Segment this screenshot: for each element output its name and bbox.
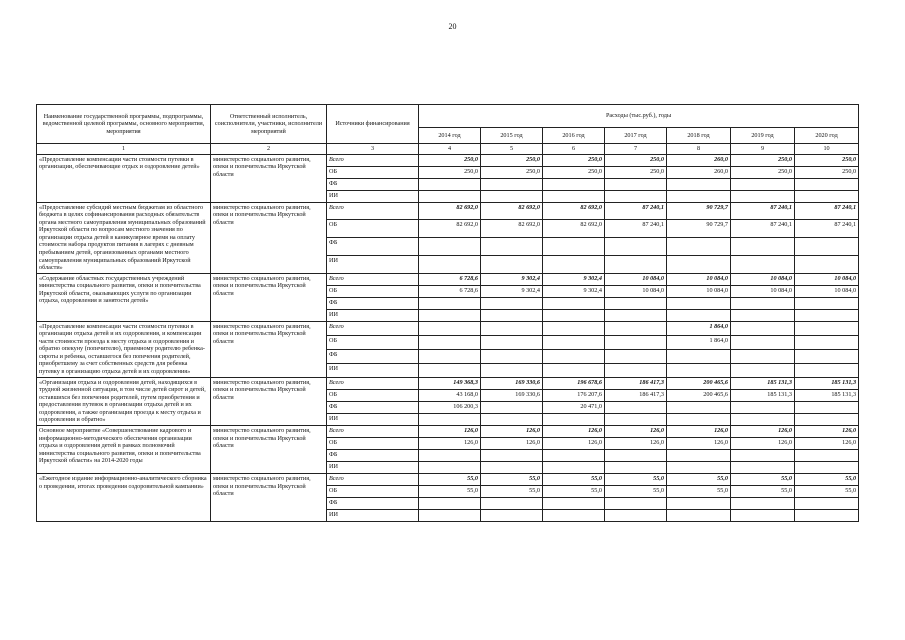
expense-value <box>731 190 795 202</box>
year-header: 2019 год <box>731 128 795 144</box>
program-name: «Содержание областных государственных учреждений министерства социального развития, опеки и попечительства Иркутской области, оказывающих услуги по организации отдыха, оздоровления и занятости детей» <box>37 273 211 321</box>
expense-value: 9 302,4 <box>481 273 543 285</box>
column-number: 2 <box>211 144 327 155</box>
funding-source: ФБ <box>327 449 419 461</box>
expense-value <box>731 321 795 335</box>
expense-value <box>543 461 605 473</box>
expense-value: 250,0 <box>731 166 795 178</box>
funding-source: ФБ <box>327 349 419 363</box>
expense-value <box>795 297 859 309</box>
expense-value <box>605 497 667 509</box>
expense-value <box>481 449 543 461</box>
expense-value <box>543 321 605 335</box>
expense-value: 10 084,0 <box>605 273 667 285</box>
year-header: 2018 год <box>667 128 731 144</box>
expense-value <box>795 363 859 377</box>
funding-source: Всего <box>327 202 419 220</box>
expense-value <box>543 190 605 202</box>
funding-source: ФБ <box>327 297 419 309</box>
expense-value: 200 465,6 <box>667 389 731 401</box>
expense-value <box>605 297 667 309</box>
expense-value <box>543 497 605 509</box>
column-number: 6 <box>543 144 605 155</box>
expense-value: 250,0 <box>543 166 605 178</box>
funding-source: Всего <box>327 273 419 285</box>
expense-value: 82 692,0 <box>543 202 605 220</box>
expense-value: 55,0 <box>543 473 605 485</box>
expense-value: 82 692,0 <box>481 220 543 238</box>
expense-value: 250,0 <box>605 166 667 178</box>
expense-value <box>481 497 543 509</box>
executor-name: министерство социального развития, опеки и попечительства Иркутской области <box>211 377 327 425</box>
expense-value <box>419 349 481 363</box>
executor-name: министерство социального развития, опеки и попечительства Иркутской области <box>211 425 327 473</box>
table-row-total <box>37 273 859 285</box>
expense-value <box>481 509 543 521</box>
expense-value: 6 728,6 <box>419 273 481 285</box>
expense-value <box>419 461 481 473</box>
expense-value <box>667 238 731 256</box>
expense-value <box>481 238 543 256</box>
expense-value <box>795 335 859 349</box>
expense-value <box>667 461 731 473</box>
expense-value: 10 084,0 <box>795 273 859 285</box>
expense-value: 1 864,0 <box>667 321 731 335</box>
expense-value <box>481 461 543 473</box>
expense-value <box>605 401 667 413</box>
program-name: «Организация отдыха и оздоровления детей, находящихся в трудной жизненной ситуации, в том числе детей сирот и детей, оставшихся без попечения родителей, путем приобретения и предоставления путевок в организации отдыха детей и их оздоровления, а также организация проезда к месту отдыха и оздоровления и обратно» <box>37 377 211 425</box>
expense-value <box>481 190 543 202</box>
expense-value: 55,0 <box>667 473 731 485</box>
expense-value <box>667 349 731 363</box>
funding-source: Всего <box>327 377 419 389</box>
expense-value <box>667 413 731 425</box>
expense-value <box>731 497 795 509</box>
expense-value: 55,0 <box>795 473 859 485</box>
expense-value <box>605 461 667 473</box>
funding-source: ИИ <box>327 255 419 273</box>
expense-value <box>543 509 605 521</box>
expense-value: 55,0 <box>481 485 543 497</box>
expense-value: 10 084,0 <box>795 285 859 297</box>
expense-value: 250,0 <box>419 166 481 178</box>
expense-value <box>795 309 859 321</box>
expense-value <box>731 449 795 461</box>
expense-value: 87 240,1 <box>605 220 667 238</box>
expense-value: 250,0 <box>795 154 859 166</box>
expense-value: 55,0 <box>731 485 795 497</box>
table-row-total <box>37 377 859 389</box>
expense-value: 126,0 <box>481 437 543 449</box>
funding-source: Всего <box>327 154 419 166</box>
expense-value <box>543 349 605 363</box>
expense-value <box>605 190 667 202</box>
expense-value <box>481 321 543 335</box>
funding-source: ИИ <box>327 309 419 321</box>
year-header: 2014 год <box>419 128 481 144</box>
expense-value <box>419 255 481 273</box>
expense-value: 87 240,1 <box>731 220 795 238</box>
expense-value <box>481 401 543 413</box>
expenses-header: Расходы (тыс.руб.), годы <box>419 105 859 128</box>
funding-source: ФБ <box>327 497 419 509</box>
expense-value <box>605 321 667 335</box>
funding-source: ОБ <box>327 285 419 297</box>
expense-value <box>795 238 859 256</box>
funding-source: ФБ <box>327 178 419 190</box>
column-number: 7 <box>605 144 667 155</box>
expense-value <box>667 297 731 309</box>
expense-value <box>481 349 543 363</box>
expense-value <box>667 363 731 377</box>
expense-value: 9 302,4 <box>543 273 605 285</box>
expense-value <box>543 363 605 377</box>
expense-value: 250,0 <box>543 154 605 166</box>
expense-value <box>795 321 859 335</box>
expense-value <box>795 349 859 363</box>
expense-value <box>605 449 667 461</box>
expense-value <box>605 349 667 363</box>
expense-value: 87 240,1 <box>605 202 667 220</box>
expense-value: 176 207,6 <box>543 389 605 401</box>
expense-value <box>667 401 731 413</box>
expense-value: 82 692,0 <box>419 202 481 220</box>
expense-value: 82 692,0 <box>481 202 543 220</box>
expense-value: 250,0 <box>481 166 543 178</box>
expense-value <box>481 255 543 273</box>
page-number: 20 <box>448 22 457 31</box>
program-name: «Предоставление компенсации части стоимости путевки в организации, обеспечивающие отдых и оздоровление детей» <box>37 154 211 202</box>
expense-value <box>605 309 667 321</box>
column-number: 10 <box>795 144 859 155</box>
expense-value: 126,0 <box>543 437 605 449</box>
expense-value <box>543 297 605 309</box>
expense-value <box>543 309 605 321</box>
executor-name: министерство социального развития, опеки и попечительства Иркутской области <box>211 473 327 521</box>
funding-source: ИИ <box>327 461 419 473</box>
expense-value <box>795 497 859 509</box>
column-number: 8 <box>667 144 731 155</box>
expense-value: 90 729,7 <box>667 202 731 220</box>
expense-value <box>419 335 481 349</box>
executor-name: министерство социального развития, опеки и попечительства Иркутской области <box>211 321 327 377</box>
expense-value: 196 678,6 <box>543 377 605 389</box>
expense-value: 126,0 <box>419 425 481 437</box>
funding-source: ФБ <box>327 238 419 256</box>
column-number: 1 <box>37 144 211 155</box>
program-header: Наименование государственной программы, подпрограммы, ведомственной целевой программы, основного мероприятия, мероприятия <box>37 105 211 144</box>
expense-value <box>605 238 667 256</box>
table-row-total <box>37 202 859 220</box>
expense-value <box>667 190 731 202</box>
funding-source: ИИ <box>327 363 419 377</box>
expense-value <box>481 309 543 321</box>
expense-value: 169 330,6 <box>481 389 543 401</box>
funding-source: ОБ <box>327 220 419 238</box>
executor-name: министерство социального развития, опеки и попечительства Иркутской области <box>211 273 327 321</box>
expense-value <box>667 255 731 273</box>
program-name: «Ежегодное издание информационно-аналитического сборника о проведении, итогах проведения оздоровительной кампании» <box>37 473 211 521</box>
expense-value <box>795 461 859 473</box>
expense-value <box>605 255 667 273</box>
year-header: 2015 год <box>481 128 543 144</box>
expense-value: 260,0 <box>667 154 731 166</box>
expense-value: 185 131,3 <box>795 389 859 401</box>
expense-value: 10 084,0 <box>667 285 731 297</box>
table-row-total <box>37 154 859 166</box>
expense-value: 250,0 <box>795 166 859 178</box>
funding-source: ИИ <box>327 413 419 425</box>
funding-source: ИИ <box>327 190 419 202</box>
expense-value <box>731 238 795 256</box>
expense-value: 126,0 <box>667 425 731 437</box>
expense-value: 10 084,0 <box>731 273 795 285</box>
expense-value: 43 168,0 <box>419 389 481 401</box>
expense-value: 55,0 <box>795 485 859 497</box>
expense-value <box>731 255 795 273</box>
expense-value: 55,0 <box>731 473 795 485</box>
expense-value <box>419 497 481 509</box>
expense-value: 106 200,3 <box>419 401 481 413</box>
expense-value <box>419 363 481 377</box>
expense-value: 9 302,4 <box>481 285 543 297</box>
expense-value: 149 368,3 <box>419 377 481 389</box>
column-numbers-row <box>37 144 859 155</box>
expense-value: 169 330,6 <box>481 377 543 389</box>
expense-value <box>419 309 481 321</box>
expense-value: 250,0 <box>481 154 543 166</box>
expense-value: 6 728,6 <box>419 285 481 297</box>
expense-value: 55,0 <box>605 485 667 497</box>
expense-value <box>543 335 605 349</box>
expense-value: 185 131,3 <box>731 377 795 389</box>
expense-value: 10 084,0 <box>605 285 667 297</box>
expense-value <box>667 309 731 321</box>
column-number: 4 <box>419 144 481 155</box>
table-row-total <box>37 425 859 437</box>
expense-value: 10 084,0 <box>667 273 731 285</box>
funding-source: ОБ <box>327 335 419 349</box>
year-header: 2016 год <box>543 128 605 144</box>
expense-value: 10 084,0 <box>731 285 795 297</box>
expense-value: 20 471,0 <box>543 401 605 413</box>
funding-source: Всего <box>327 321 419 335</box>
expense-value <box>419 413 481 425</box>
funding-source: ОБ <box>327 485 419 497</box>
expense-value: 55,0 <box>481 473 543 485</box>
expense-value <box>419 238 481 256</box>
expense-value <box>731 349 795 363</box>
expense-value <box>795 449 859 461</box>
expense-value: 55,0 <box>543 485 605 497</box>
expense-value: 55,0 <box>605 473 667 485</box>
expense-value <box>419 321 481 335</box>
expense-value: 250,0 <box>605 154 667 166</box>
expense-value: 9 302,4 <box>543 285 605 297</box>
expense-value: 260,0 <box>667 166 731 178</box>
expense-value <box>731 461 795 473</box>
expense-value: 126,0 <box>795 425 859 437</box>
expense-value <box>731 297 795 309</box>
funding-source: Всего <box>327 425 419 437</box>
expense-value: 250,0 <box>731 154 795 166</box>
expense-value: 126,0 <box>667 437 731 449</box>
expense-value: 82 692,0 <box>419 220 481 238</box>
column-number: 5 <box>481 144 543 155</box>
program-name: Основное мероприятие «Совершенствование кадрового и информационно-методического обеспечения организации отдыха и оздоровления детей в рамках полномочий министерства социального развития, опеки и попечительства Иркутской области» на 2014-2020 годы <box>37 425 211 473</box>
expense-value <box>419 509 481 521</box>
table-row-total <box>37 473 859 485</box>
expense-value: 250,0 <box>419 154 481 166</box>
expense-value <box>795 255 859 273</box>
funding-source: ФБ <box>327 401 419 413</box>
expense-value: 186 417,3 <box>605 377 667 389</box>
expense-value: 87 240,1 <box>795 202 859 220</box>
expense-value: 82 692,0 <box>543 220 605 238</box>
expense-value <box>605 335 667 349</box>
program-name: «Предоставление компенсации части стоимости путевки в организации отдыха детей и их оздоровления, и компенсации части стоимости проезда к месту отдыха и оздоровления и обратно опекуну (попечителю), приемному родителю ребенка-сироты и ребенка, оставшегося без попечения родителей, приобретшему за счет собственных средств для ребенка путевку в организацию отдыха детей и их оздоровления» <box>37 321 211 377</box>
expense-value <box>419 178 481 190</box>
expense-value <box>481 413 543 425</box>
expense-value <box>667 497 731 509</box>
expense-value <box>667 178 731 190</box>
financing-table <box>36 104 859 522</box>
expense-value <box>605 509 667 521</box>
expense-value <box>543 255 605 273</box>
expense-value <box>481 178 543 190</box>
column-number: 9 <box>731 144 795 155</box>
expense-value <box>419 190 481 202</box>
expense-value: 87 240,1 <box>795 220 859 238</box>
expense-value <box>543 449 605 461</box>
executor-name: министерство социального развития, опеки и попечительства Иркутской области <box>211 202 327 273</box>
sources-header: Источники финансирования <box>327 105 419 144</box>
expense-value: 186 417,3 <box>605 389 667 401</box>
expense-value: 1 864,0 <box>667 335 731 349</box>
expense-value <box>543 238 605 256</box>
expense-value <box>731 309 795 321</box>
funding-source: ОБ <box>327 437 419 449</box>
expense-value <box>605 413 667 425</box>
expense-value <box>605 363 667 377</box>
expense-value: 126,0 <box>605 425 667 437</box>
expense-value <box>543 178 605 190</box>
year-header: 2020 год <box>795 128 859 144</box>
expense-value <box>543 413 605 425</box>
expense-value <box>731 178 795 190</box>
expense-value <box>667 449 731 461</box>
expense-value <box>419 449 481 461</box>
expense-value: 55,0 <box>419 473 481 485</box>
executor-header: Ответственный исполнитель, соисполнители, участники, исполнители мероприятий <box>211 105 327 144</box>
funding-source: ОБ <box>327 389 419 401</box>
funding-source: ИИ <box>327 509 419 521</box>
expense-value <box>795 509 859 521</box>
program-name: «Предоставление субсидий местным бюджетам из областного бюджета в целях софинансирования расходных обязательств органа местного самоуправления муниципальных образований Иркутской области по вопросам местного значения по организации отдыха детей в каникулярное время на оплату стоимости набора продуктов питания в лагерях с дневным пребыванием детей, организованных органами местного самоуправления муниципальных образований Иркутской области» <box>37 202 211 273</box>
expense-value: 55,0 <box>419 485 481 497</box>
expense-value: 126,0 <box>731 437 795 449</box>
expense-value: 126,0 <box>605 437 667 449</box>
header-row <box>37 105 859 128</box>
expense-value <box>481 297 543 309</box>
expense-value <box>731 509 795 521</box>
expense-value: 90 729,7 <box>667 220 731 238</box>
expense-value: 87 240,1 <box>731 202 795 220</box>
column-number: 3 <box>327 144 419 155</box>
table-body <box>37 154 859 521</box>
expense-value <box>731 363 795 377</box>
expense-value <box>795 178 859 190</box>
expense-value: 200 465,6 <box>667 377 731 389</box>
expense-value <box>731 335 795 349</box>
expense-value: 55,0 <box>667 485 731 497</box>
expense-value <box>795 190 859 202</box>
expense-value <box>731 413 795 425</box>
expense-value <box>419 297 481 309</box>
expense-value: 126,0 <box>543 425 605 437</box>
funding-source: Всего <box>327 473 419 485</box>
expense-value <box>795 401 859 413</box>
expense-value: 126,0 <box>795 437 859 449</box>
executor-name: министерство социального развития, опеки и попечительства Иркутской области <box>211 154 327 202</box>
table-row-total <box>37 321 859 335</box>
expense-value: 126,0 <box>731 425 795 437</box>
expense-value: 185 131,3 <box>731 389 795 401</box>
year-header: 2017 год <box>605 128 667 144</box>
expense-value: 126,0 <box>481 425 543 437</box>
expense-value: 185 131,3 <box>795 377 859 389</box>
expense-value <box>667 509 731 521</box>
expense-value <box>481 335 543 349</box>
expense-value: 126,0 <box>419 437 481 449</box>
expense-value <box>605 178 667 190</box>
expense-value <box>795 413 859 425</box>
expense-value <box>731 401 795 413</box>
expense-value <box>481 363 543 377</box>
funding-source: ОБ <box>327 166 419 178</box>
